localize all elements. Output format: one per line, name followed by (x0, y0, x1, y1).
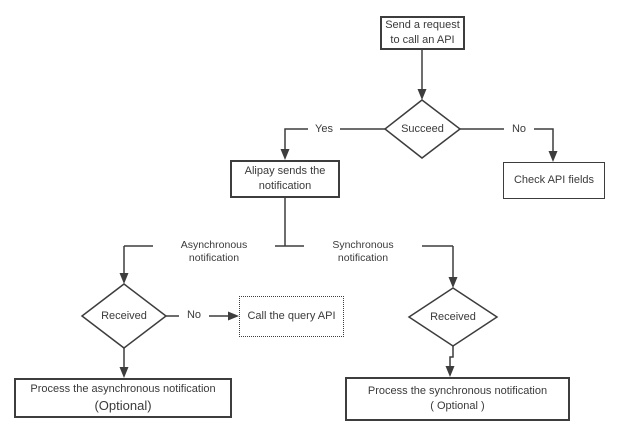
node-send-request (380, 16, 465, 50)
edge-label-no-left: No (179, 309, 209, 322)
diamond-received-async-label: Received (101, 310, 147, 322)
node-alipay-line2: notification (258, 180, 312, 192)
node-send-request-line1: Send a request (385, 19, 460, 31)
arrowhead-into-check-api (549, 151, 558, 162)
diamond-received-sync-label: Received (430, 311, 476, 323)
node-process-async-line1: Process the asynchronous notification (30, 383, 216, 395)
node-process-sync-line2: ( Optional ) (430, 400, 485, 412)
node-alipay-line1: Alipay sends the (244, 165, 326, 177)
node-process-async (14, 378, 232, 418)
node-process-async-line2: (Optional) (94, 398, 152, 413)
diamond-succeed-label: Succeed (401, 123, 444, 135)
arrowhead-into-received-async (120, 273, 129, 284)
arrowhead-into-process-async (120, 367, 129, 378)
node-check-api-fields (503, 162, 605, 199)
edge-label-asynchronous: Asynchronous notification (153, 239, 275, 265)
arrowhead-into-alipay (281, 149, 290, 160)
edge-label-yes: Yes (308, 123, 340, 136)
arrowhead-into-succeed (418, 89, 427, 100)
node-call-query-label: Call the query API (247, 310, 336, 322)
node-process-sync (345, 377, 570, 421)
arrowhead-into-process-sync (446, 366, 455, 377)
node-send-request-line2: to call an API (390, 34, 455, 46)
node-check-api-label: Check API fields (513, 174, 595, 186)
node-alipay-notification (230, 160, 340, 198)
edge-label-no-top: No (504, 123, 534, 136)
node-call-query-api (239, 296, 344, 337)
arrowhead-into-call-query (228, 312, 239, 321)
edge-label-synchronous: Synchronous notification (304, 239, 422, 265)
node-process-sync-line1: Process the synchronous notification (367, 385, 548, 397)
arrowhead-into-received-sync (449, 277, 458, 288)
